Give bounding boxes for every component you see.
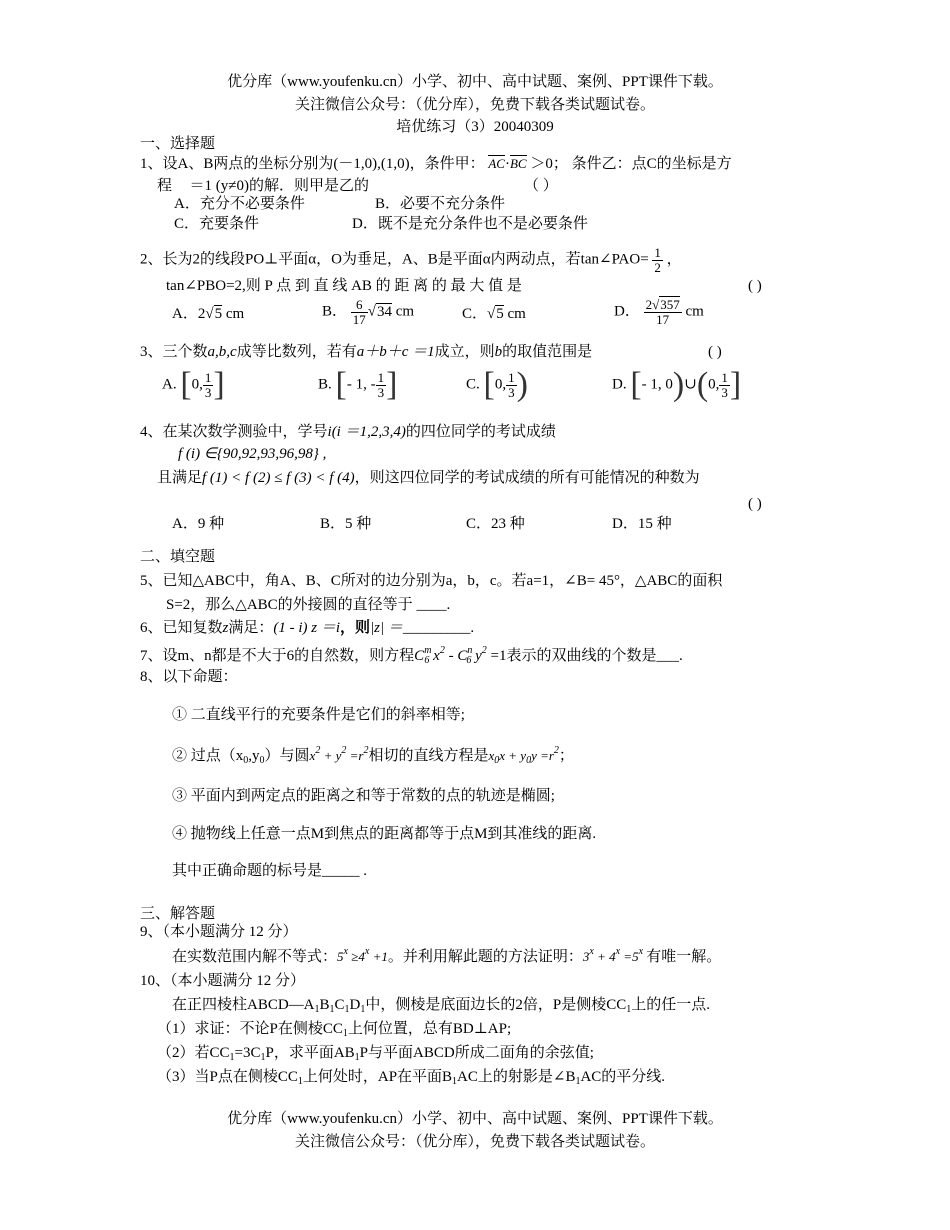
q8-p2-e: ； xyxy=(558,748,574,764)
q3-text-c: 成立，则 xyxy=(434,344,495,360)
q4-var-i: i xyxy=(327,424,332,440)
q3-a-left: 0, xyxy=(191,376,203,393)
q3-line1 xyxy=(140,344,592,361)
q7-text-a: 7、设m、n都是不大于6的自然数，则方程 xyxy=(140,648,415,664)
q2-a-unit: cm xyxy=(222,306,245,322)
q8-prop-2: ② 过点$(x_0,y_0)$与圆$x^2 + y^2 =r^2$相切的直线方程是$x_0x + y_0y =r^2$； xyxy=(172,745,574,766)
q2-b-radicand: 34 xyxy=(377,303,392,320)
q2-b-unit: cm xyxy=(392,303,415,320)
q2-b-den: 17 xyxy=(352,311,366,327)
q4-set: f (i) ∈{90,92,93,96,98} , xyxy=(178,446,327,462)
q2-option-a: A．2√5 cm xyxy=(172,306,245,322)
q3-b-num: 1 xyxy=(377,369,385,385)
q3-d-part2: 0, xyxy=(708,376,720,393)
page-title: 培优练习（3）20040309 xyxy=(396,119,554,135)
section-heading-fill: 二、填空题 xyxy=(140,549,216,565)
q10-1-b: 上何位置，总有BD⊥AP; xyxy=(347,1021,512,1037)
q8-prop-1: ① 二直线平行的充要条件是它们的斜率相等; xyxy=(172,707,465,723)
q8-p2-b: ,y xyxy=(248,748,260,764)
q2-a-label: A． xyxy=(172,306,198,322)
q3-option-c: C. [0, $\frac{1}{3}$ ) xyxy=(466,366,528,403)
q3-d-union: ∪ xyxy=(684,376,697,393)
section-heading-solve: 三、解答题 xyxy=(140,906,216,922)
q10-3-c: AC上的射影是∠B xyxy=(457,1069,576,1085)
q3-d-label: D. xyxy=(612,376,627,393)
q10-2-c: P，求平面AB xyxy=(265,1045,355,1061)
q8-prop-3: ③ 平面内到两定点的距离之和等于常数的点的轨迹是椭圆; xyxy=(172,788,555,804)
q2-a-radicand: 5 xyxy=(214,306,223,322)
q10-1-a: （1）求证：不论P在侧棱CC xyxy=(157,1021,343,1037)
q8-p2-d: 相切的直线方程是 xyxy=(368,748,489,764)
q2-option-d xyxy=(614,298,704,326)
q7-eq: =1 xyxy=(490,648,507,664)
q1-vector-bc: BC xyxy=(509,156,527,171)
footer-line-2: 关注微信公众号：（优分库），免费下载各类试题试卷。 xyxy=(294,1134,655,1150)
q2-b-label: B． xyxy=(322,303,348,320)
q2-d-num-radicand: 357 xyxy=(660,297,680,312)
q3-d-num: 1 xyxy=(721,369,728,385)
q6-line xyxy=(140,620,474,637)
q4-option-c: C．23 种 xyxy=(466,516,525,532)
q3-d-den: 3 xyxy=(721,384,728,400)
q8-p2-sub-y: 0 xyxy=(259,755,265,766)
q3-answer-paren: ( ) xyxy=(708,344,722,360)
q2-a-coef: 2 xyxy=(197,306,206,322)
q4-text-3c: ，则这四位同学的考试成绩的所有可能情况的种数为 xyxy=(354,470,700,486)
q3-c-num: 1 xyxy=(508,369,515,385)
q8-p2-sub-x: 0 xyxy=(243,755,249,766)
q10-text-a: 在正四棱柱ABCD—A xyxy=(172,997,315,1013)
q2-d-label: D． xyxy=(614,303,640,320)
q9-text-a: 在实数范围内解不等式： xyxy=(172,949,338,965)
q10-3-d: AC的平分线. xyxy=(580,1069,666,1085)
q4-text-d: 的四位同学的考试成绩 xyxy=(405,424,556,440)
q4-index: (i ＝1,2,3,4) xyxy=(331,424,406,440)
q2-line1-end: ， xyxy=(666,251,682,268)
q8-blank: _____ . xyxy=(322,863,368,879)
q2-c-label: C． xyxy=(462,306,488,322)
footer-line-1: 优分库（www.youfenku.cn）小学、初中、高中试题、案例、PPT课件下载。 xyxy=(227,1111,723,1127)
q10-text: 在正四棱柱$ABCD—A_1B_1C_1D_1$中，侧棱是底面边长的2倍，P是侧棱$CC_1$上的任一点. xyxy=(172,997,711,1015)
q2-d-num-coef: 2 xyxy=(645,297,653,312)
q4-inequality: f (1) < f (2) ≤ f (3) < f (4) xyxy=(202,470,355,486)
q1-option-a: A．充分不必要条件 xyxy=(174,196,305,212)
q3-c-label: C. xyxy=(466,376,480,393)
q1-option-c: C．充要条件 xyxy=(174,216,260,232)
q3-var-b: b xyxy=(494,344,503,360)
q2-d-den: 17 xyxy=(656,311,670,327)
q8-answer-line xyxy=(172,863,367,880)
q1-answer-paren: （ ） xyxy=(524,178,558,194)
q2-answer-paren: ( ) xyxy=(748,278,762,294)
header-line-1: 优分库（www.youfenku.cn）小学、初中、高中试题、案例、PPT课件下载。 xyxy=(227,74,723,90)
q8-head: 8、以下命题： xyxy=(140,669,238,685)
q2-d-fraction: $\frac{2√357}{17}$ xyxy=(645,297,680,327)
q1-line2b: ＝1 (y≠0)的解．则甲是乙的 xyxy=(189,178,369,194)
q8-prop-4: ④ 抛物线上任意一点M到焦点的距离都等于点M到其准线的距离. xyxy=(172,826,597,842)
q10-3-b: 上何处时，AP在平面B xyxy=(302,1069,453,1085)
q4-line1 xyxy=(140,424,556,441)
q8-p2-a: ② 过点（x xyxy=(172,748,244,764)
q6-abs: |z| ＝ xyxy=(370,620,403,636)
q1-cond-b: 条件乙：点C的坐标是方 xyxy=(571,156,732,172)
q5-line2 xyxy=(166,597,450,614)
q7-line: 7、设m、n都是不大于6的自然数，则方程$C^m_6$ $x^2 - C^n_6$ $y^2 =1$表示的双曲线的个数是___. xyxy=(140,645,683,666)
q10-text-c: 上的任一点. xyxy=(631,997,711,1013)
q3-vars: a,b,c xyxy=(207,344,237,360)
q3-c-left: 0, xyxy=(494,376,507,393)
q3-b-left: - 1, - xyxy=(346,376,376,393)
q2-frac-den: 2 xyxy=(654,259,661,275)
q3-a-num: 1 xyxy=(204,369,212,385)
q3-a-den: 3 xyxy=(204,384,212,400)
q4-option-d: D．15 种 xyxy=(612,516,672,532)
q5-blank: ____. xyxy=(416,597,451,613)
q2-b-fraction xyxy=(351,298,368,326)
q3-option-a: A. [0, $\frac{1}{3}$ ] xyxy=(162,366,225,403)
q9-text-b: 。并利用解此题的方法证明： xyxy=(387,949,583,965)
q3-a-label: A. xyxy=(162,376,177,393)
q4-option-a: A．9 种 xyxy=(172,516,225,532)
q2-line2: tan∠PBO=2,则 P 点 到 直 线 AB 的 距 离 的 最 大 值 是 xyxy=(166,278,522,294)
q4-option-b: B．5 种 xyxy=(320,516,372,532)
q4-answer-paren: ( ) xyxy=(748,496,762,512)
q5-line1: 5、已知△ABC中，角A、B、C所对的边分别为a，b，c。若a=1，∠B= 45°，△ABC的面积 xyxy=(140,573,723,589)
q3-text-b: 成等比数列，若有 xyxy=(236,344,357,360)
q10-2-a: （2）若CC xyxy=(157,1045,230,1061)
q1-line2 xyxy=(157,178,369,195)
q2-c-radicand: 5 xyxy=(496,306,504,322)
q1-cond-rest: ＞0； xyxy=(530,156,568,172)
q1-prefix: 1、设A、B两点的坐标分别为(－1,0),(1,0)，条件甲： xyxy=(140,156,485,172)
q2-line1 xyxy=(140,246,682,274)
q1-vector-ac: AC xyxy=(488,156,505,171)
q9-text: 在实数范围内解不等式：$5^x \ge 4^x +1$。并利用解此题的方法证明：$3^x + 4^x =5^x$ 有唯一解。 xyxy=(172,946,722,965)
q4-text-a: 4、在某次数学测验中，学号 xyxy=(140,424,328,440)
q7-text-b: 表示的双曲线的个数是 xyxy=(506,648,657,664)
q10-2-b: =3C xyxy=(234,1045,261,1061)
q6-text-a: 6、已知复数 xyxy=(140,620,223,636)
q6-text-c: ，则 xyxy=(340,620,371,636)
q3-text-d: 的取值范围是 xyxy=(502,344,593,360)
q1-line1: 1、设A、B两点的坐标分别为(－1,0),(1,0)，条件甲： AC·BC ＞0； 条件乙：点C的坐标是方 xyxy=(140,156,732,172)
q5-text: S=2，那么△ABC的外接圆的直径等于 xyxy=(166,597,413,613)
q3-equation: a＋b＋c ＝1 xyxy=(356,344,435,360)
q10-part-3: （3）当P点在侧棱$CC_1$上何处时，AP在平面$B_1AC$上的射影是$\angle B_1AC$的平分线. xyxy=(157,1069,666,1087)
q3-d-part1: - 1, 0 xyxy=(641,376,673,393)
q9-head: 9、（本小题满分 12 分） xyxy=(140,924,298,940)
q6-text-b: 满足： xyxy=(228,620,274,636)
q1-option-b: B．必要不充分条件 xyxy=(375,196,506,212)
q6-blank: _________. xyxy=(402,620,475,636)
q10-2-d: P与平面ABCD所成二面角的余弦值; xyxy=(359,1045,594,1061)
q2-option-c: C．√5 cm xyxy=(462,306,526,322)
q4-line3 xyxy=(157,470,700,487)
q10-3-a: （3）当P点在侧棱CC xyxy=(157,1069,298,1085)
q3-b-den: 3 xyxy=(377,384,385,400)
q8-p2-c: ）与圆 xyxy=(264,748,310,764)
q7-blank: ___. xyxy=(656,648,683,664)
q1-line2a: 程 xyxy=(157,178,173,194)
q3-option-b: B. [- 1, - $\frac{1}{3}$ ] xyxy=(318,366,398,403)
q6-equation: (1 - i) z ＝i xyxy=(273,620,341,636)
q2-option-b: B． $\frac{6}{17}$ √34 cm xyxy=(322,297,415,327)
q2-fraction-half xyxy=(652,246,663,274)
header-line-2: 关注微信公众号：（优分库），免费下载各类试题试卷。 xyxy=(294,97,655,113)
q9-text-c: 有唯一解。 xyxy=(646,949,722,965)
q10-part-2: （2）若$CC_1=3C_1P$，求平面$AB_1P$与平面ABCD所成二面角的余弦值; xyxy=(157,1045,594,1063)
q1-option-d: D．既不是充分条件也不是必要条件 xyxy=(352,216,588,232)
q4-text-3a: 且满足 xyxy=(157,470,203,486)
q3-option-d: D. [- 1, 0)∪(0, $\frac{1}{3}$ ] xyxy=(612,366,742,403)
q10-part-1: （1）求证：不论P在侧棱$CC_1$上何位置，总有BD⊥AP; xyxy=(157,1021,512,1039)
q2-text: 2、长为2的线段PO⊥平面α，O为垂足，A、B是平面α内两动点，若tan∠PAO= xyxy=(140,251,649,268)
q2-c-unit: cm xyxy=(503,306,526,322)
q3-c-den: 3 xyxy=(508,384,515,400)
q9-ineq-base: 5 xyxy=(337,949,344,964)
section-heading-choice: 一、选择题 xyxy=(140,136,216,152)
q3-b-label: B. xyxy=(318,376,332,393)
q10-text-b: 中，侧棱是底面边长的2倍，P是侧棱CC xyxy=(365,997,627,1013)
q2-d-unit: cm xyxy=(681,303,704,320)
q2-frac-num: 1 xyxy=(654,245,661,260)
q10-head: 10、（本小题满分 12 分） xyxy=(140,973,306,989)
q6-var-z: z xyxy=(222,620,229,636)
q3-text-a: 3、三个数 xyxy=(140,344,208,360)
q2-b-num: 6 xyxy=(351,298,368,313)
q8-answer-text: 其中正确命题的标号是 xyxy=(172,863,323,879)
